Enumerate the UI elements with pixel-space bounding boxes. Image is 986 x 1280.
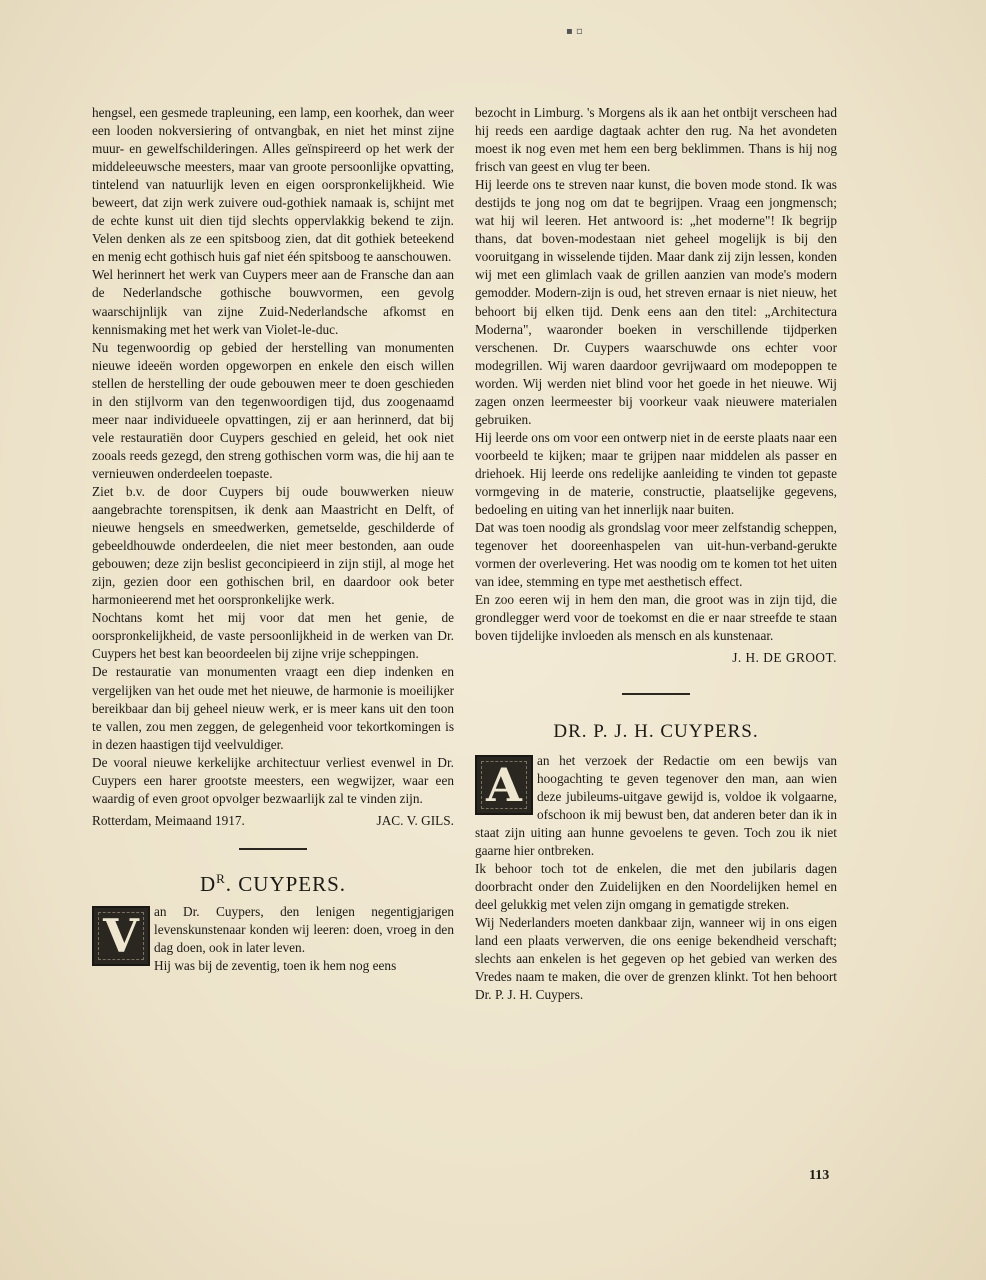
- author-signature: JAC. V. GILS.: [376, 812, 454, 828]
- author-signature: J. H. DE GROOT.: [732, 650, 837, 666]
- paragraph: Wij Nederlanders moeten dankbaar zijn, wanneer wij in ons eigen land een plaats verwerven, die ons eenige bekendheid verschaft; slechts aan enkelen is het gegeven op het gebied van werken des Vredes naam te maken, die over de grenzen klinkt. Tot hen behoort Dr. P. J. H. Cuypers.: [475, 914, 837, 1003]
- section-heading: [92, 870, 454, 896]
- dropcap-letter: V: [103, 908, 139, 963]
- dropcap-letter: A: [486, 757, 522, 812]
- paragraph: an het verzoek der Redactie om een bewijs van hoogachting te geven tegenover den man, aan wien deze jubileums-uitgave gewijd is, voldoe ik volgaarne, ofschoon ik mij bewust ben, dat anderen beter dan ik in staat zijn uiting aan hunne gevoelens te geven. Toch zou ik niet gaarne hier ontbreken.: [475, 752, 837, 858]
- heading-prefix: D: [199, 871, 217, 896]
- section-heading: [475, 721, 837, 741]
- paragraph: Nu tegenwoordig op gebied der herstelling van monumenten nieuwe ideeën worden opgeworpen en enkele den eisch willen stellen de herstelling der oude gebouwen meer te doen geschieden in den stijlvorm van den tegenwoordigen tijd, dus zoogenaamd meer naar individueele opvattingen, zij er aan herinnerd, dat bij vele restauratiën door Cuypers geschied en geleid, het ook niet zooals reeds gezegd, den streng gothischen vorm was, die hij aan te vernieuwen onderdeelen toepaste.: [92, 339, 454, 481]
- heading-rest: . CUYPERS.: [225, 871, 347, 896]
- left-column: [92, 104, 454, 975]
- print-mark: ▪ ▫: [566, 26, 583, 37]
- paragraph: Wel herinnert het werk van Cuypers meer aan de Fransche dan aan de Nederlandsche gothische bouwvormen, een gevolg waarschijnlijk van zijne Zuid-Nederlandsche afkomst en kennismaking met het werk van Violet-le-duc.: [92, 267, 454, 337]
- heading-superscript: R: [216, 870, 226, 886]
- paragraph: hengsel, een gesmede trapleuning, een lamp, een koorhek, dan weer een looden nokversiering of ontvangbak, en niet het minst zijne muur- en gewelfschilderingen. Alles geïnspireerd op het werk der middeleeuwsche meesters, maar van groote persoonlijke opvatting, tintelend van natuurlijk leven en eigen oorspronkelijkheid. Wie beweert, dat zijn werk zuivere oud-gothiek namaak is, schijnt met de echte kunst uit dien tijd slechts oppervlakkig bekend te zijn. Velen denken als ze een spitsboog zien, dat dit gothiek beteekend en menig echt gothisch huis gaf niet één spitsboog te aanschouwen.: [92, 105, 454, 265]
- place-date: Rotterdam, Meimaand 1917.: [92, 812, 245, 828]
- page-number: 113: [809, 1168, 830, 1183]
- section-divider: [622, 693, 690, 695]
- paragraph: De restauratie van monumenten vraagt een diep indenken en vergelijken van het oude met het nieuwe, de harmonie is moeilijker bereikbaar dan bij geheel nieuw werk, er is meer kans uit den toon te vallen, zou men zeggen, de gelegenheid voor tekortkomingen is in dezen haastigen tijd veelvuldiger.: [92, 664, 454, 752]
- paragraph: Ziet b.v. de door Cuypers bij oude bouwwerken nieuw aangebrachte torenspitsen, ik denk aan Maastricht en Delft, of nieuwe hengsels en smeedwerken, gemetselde, geschilderde of gebeeldhouwde onderdeelen, die niet meer bestonden, aan oude gebouwen; deze zijn beslist geconcipieerd in zijn stijl, al moge het zijn, gezien door een gothischen bril, en daardoor ook beter harmonieerend met het oorspronkelijke werk.: [92, 483, 454, 608]
- paragraph: De vooral nieuwe kerkelijke architectuur verliest evenwel in Dr. Cuypers een harer grootste meesters, een wegwijzer, waar een waardig of even groot opvolger bezwaarlijk zal te vinden zijn.: [92, 754, 454, 806]
- heading-text: DR. P. J. H. CUYPERS.: [553, 721, 759, 743]
- paragraph: an Dr. Cuypers, den lenigen negentigjarigen levenskunstenaar konden wij leeren: doen, vroeg in den dag doen, ook in later leven.: [154, 903, 454, 956]
- paragraph: Nochtans komt het mij voor dat men het genie, de oorspronkelijkheid, de vaste persoonlijkheid in de werken van Dr. Cuypers het best kan beoordeelen bij zijne vrije scheppingen.: [92, 610, 454, 662]
- dropcap-initial: [475, 755, 533, 815]
- paragraph: Hij leerde ons te streven naar kunst, die boven mode stond. Ik was destijds te jong nog om dat te begrijpen. Vraag een jongmensch; wat hij wil leeren. Het antwoord is: „het moderne"! Ik begrijp thans, dat boven-modestaan niet geheel mogelijk is bij den vooruitgang in wisselende tijden. Maar dank zij zijn lessen, konden wij met een glimlach vaak de grillen aanzien van mode's modern gemodder. Modern-zijn is oud, het streven ernaar is niet nieuw, het behoort bij elken tijd. Denk eens aan den titel: „Architectura Moderna", waaronder boeken in verschillende tijdperken verschenen. Dr. Cuypers waarschuwde ons echter voor modegrillen. Wij waren daardoor gevrijwaard om modepoppen te worden. Wij werden niet blind voor het goede in het nieuwe. Wij zagen onzen leermeester bij voorkeur vaak nieuwere materialen gebruiken.: [475, 177, 837, 427]
- paragraph: En zoo eeren wij in hem den man, die groot was in zijn tijd, die grondlegger werd voor de toekomst en die er naar streefde te staan boven tijdelijke invloeden als mensch en als kunstenaar.: [475, 592, 837, 644]
- signature-line: [92, 812, 454, 830]
- section-divider: [239, 848, 307, 850]
- paragraph: bezocht in Limburg. 's Morgens als ik aan het ontbijt verscheen had hij reeds een aardige dagtaak achter den rug. Na het avondeten moest ik nog even met hem een berg beklimmen. Thans is hij nog frisch van geest en vlug ter been.: [475, 105, 837, 175]
- paragraph: Hij was bij de zeventig, toen ik hem nog eens: [154, 958, 397, 974]
- paragraph: Hij leerde ons om voor een ontwerp niet in de eerste plaats naar een voorbeeld te kijken; maar te grijpen naar middelen als passer en driehoek. Hij leerde ons redelijke aanleiding te vinden tot gepaste vormgeving in de materie, constructie, plaatselijke gegevens, bedoeling en uiting van het innerlijk naar buiten.: [475, 429, 837, 518]
- paragraph: Ik behoor toch tot de enkelen, die met den jubilaris dagen doorbracht onder den Zuidelijken en den Noordelijken hemel en deel gelukkig met velen zijn omgang in gematigde streken.: [475, 860, 837, 912]
- dropcap-initial: [92, 906, 150, 966]
- right-column: [475, 104, 837, 1004]
- paragraph: Dat was toen noodig als grondslag voor meer zelfstandig scheppen, tegenover het dooreenhaspelen van uit-hun-verband-gerukte vormen der overlevering. Het was noodig om te komen tot het uiten van idee, stemming en type met aesthetisch effect.: [475, 520, 837, 590]
